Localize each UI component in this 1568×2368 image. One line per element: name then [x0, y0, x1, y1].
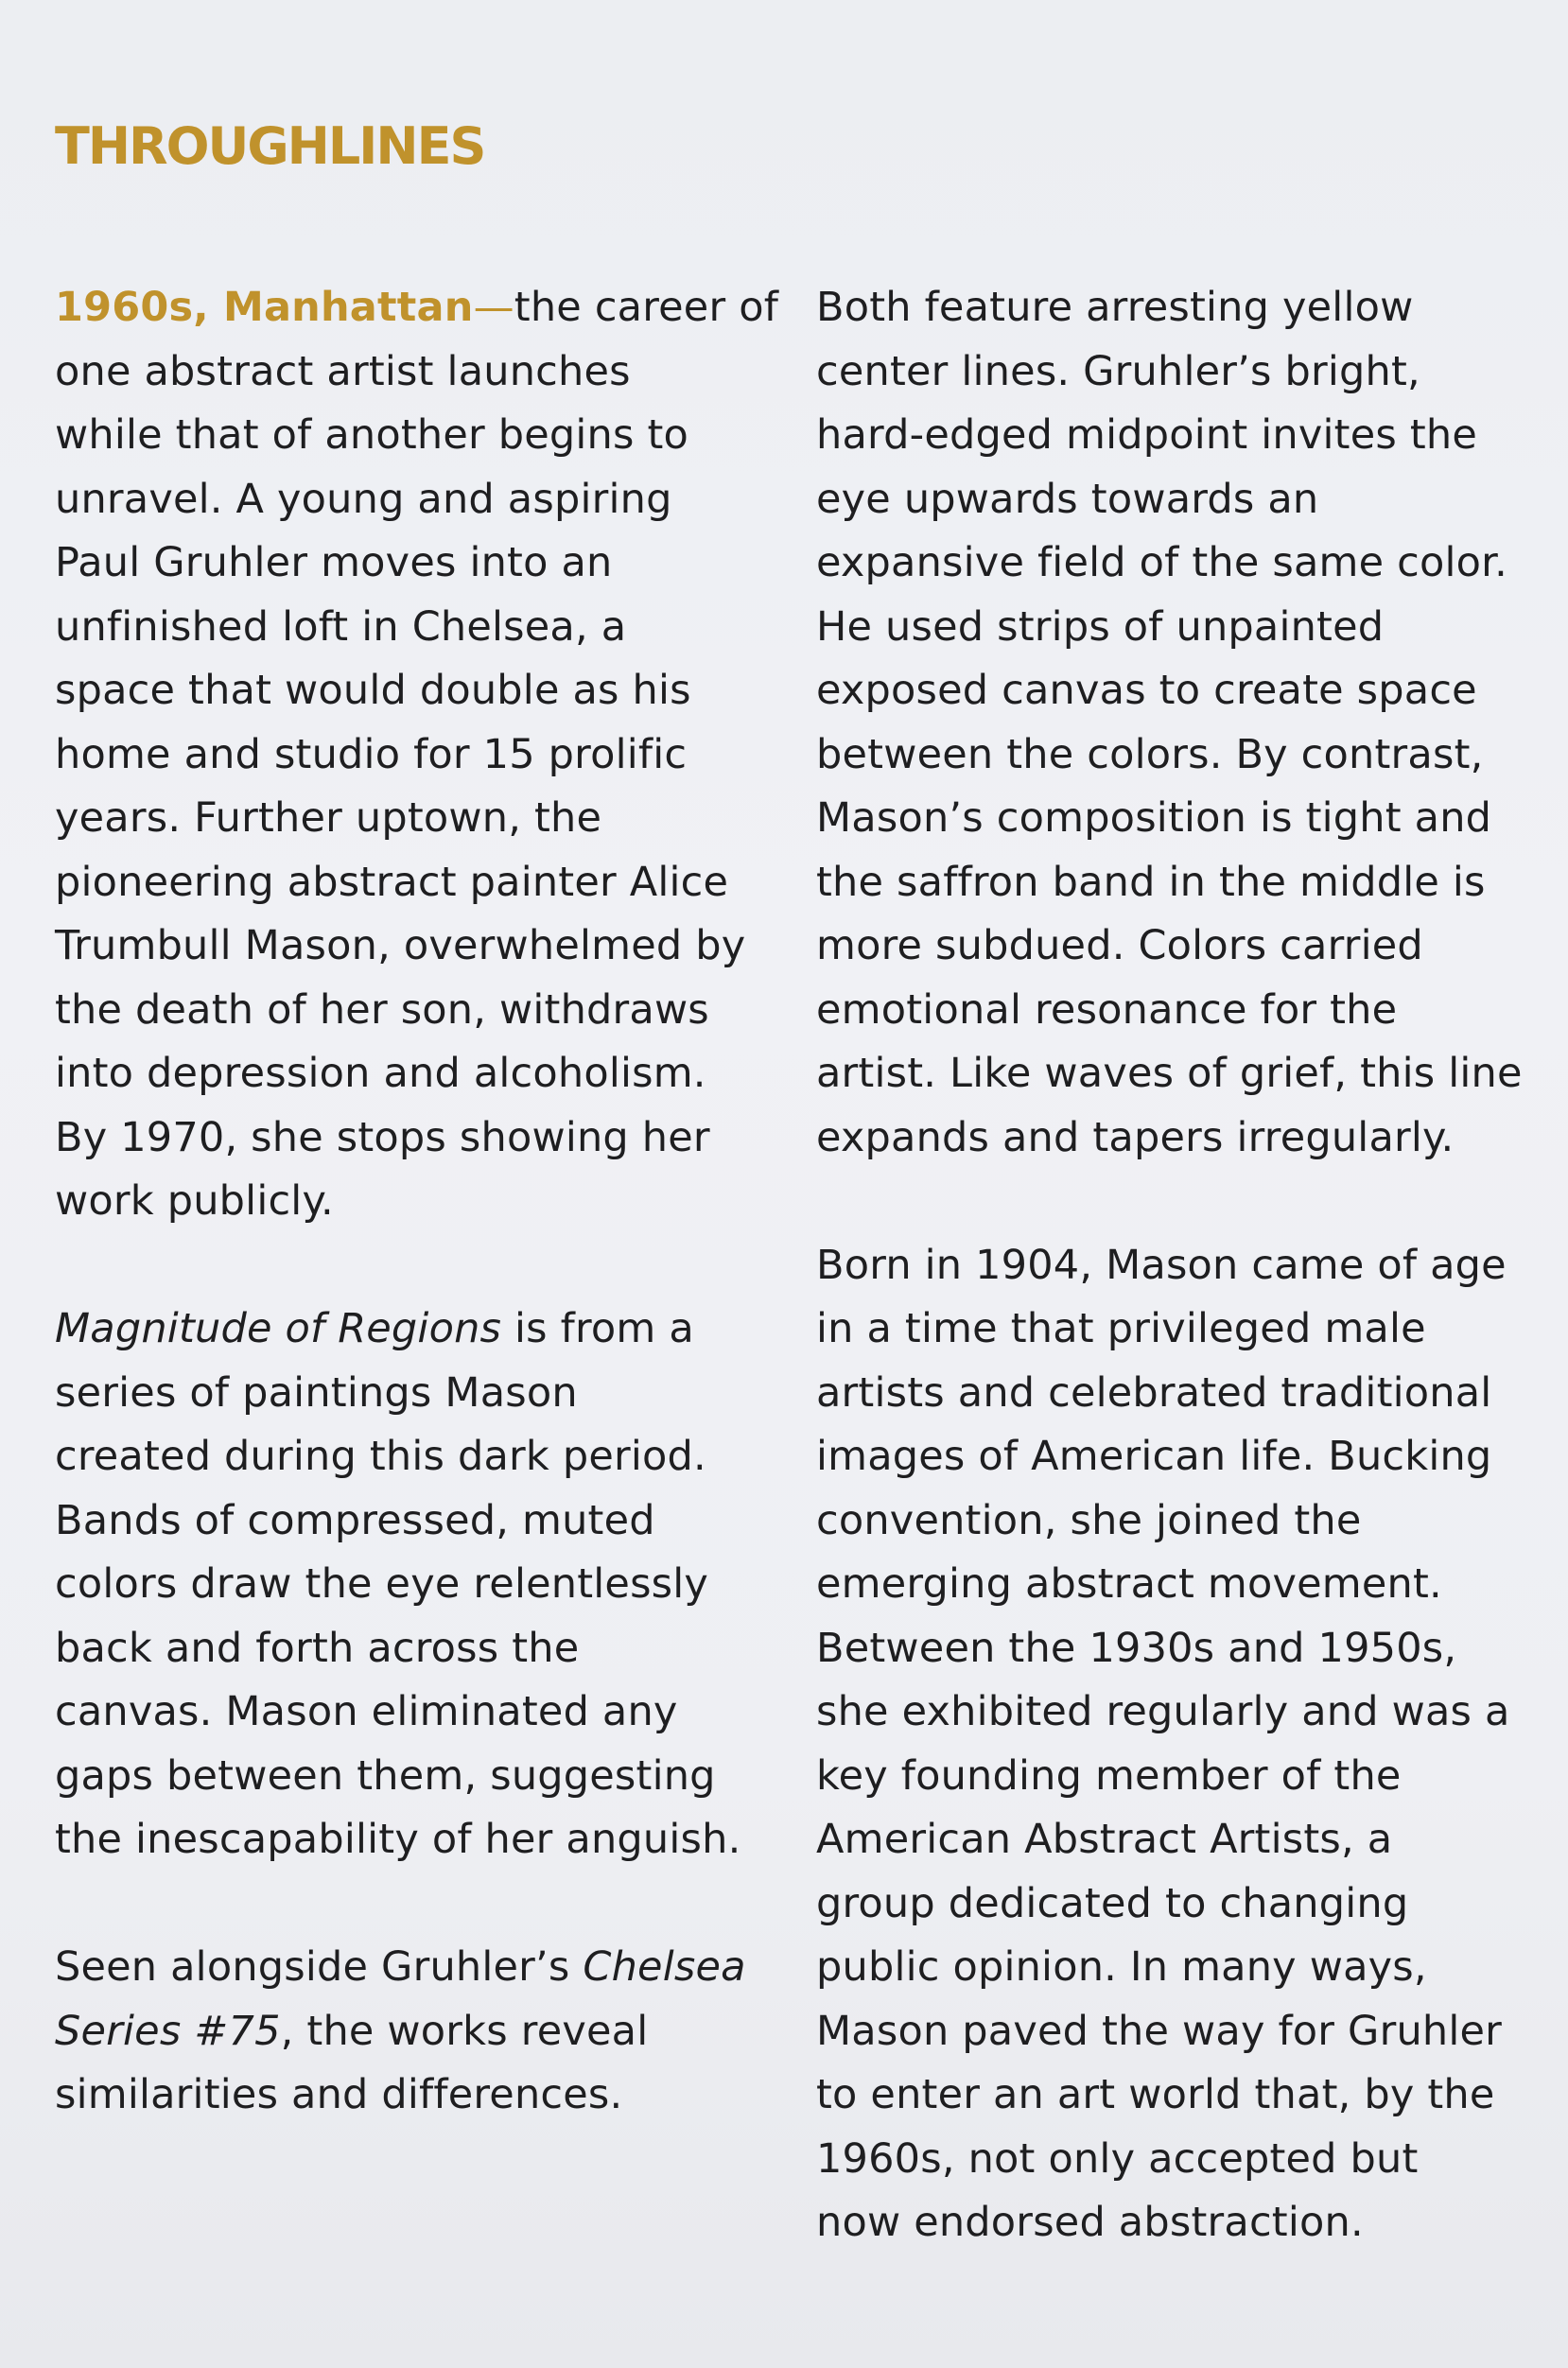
paragraph-line: images of American life. Bucking: [816, 1433, 1492, 1480]
paragraph-line: to enter an art world that, by the: [816, 2071, 1495, 2118]
paragraph-line: created during this dark period.: [55, 1433, 706, 1480]
paragraph-line: more subdued. Colors carried: [816, 922, 1423, 969]
artwork-title: Magnitude of Regions: [55, 1305, 502, 1352]
paragraph-line: American Abstract Artists, a: [816, 1816, 1393, 1863]
paragraph-biography: [816, 1234, 1549, 2255]
paragraph-line: By 1970, she stops showing her: [55, 1113, 710, 1161]
line-text: is from a: [501, 1305, 694, 1352]
line-text: , the works reveal: [280, 2007, 649, 2055]
paragraph-line: convention, she joined the: [816, 1496, 1362, 1544]
paragraph-line: work publicly.: [55, 1177, 334, 1225]
paragraph-line: unravel. A young and aspiring: [55, 475, 672, 523]
paragraph-line: He used strips of unpainted: [816, 602, 1385, 651]
paragraph-line: exposed canvas to create space: [816, 667, 1477, 714]
paragraph-line: in a time that privileged male: [816, 1305, 1426, 1352]
paragraph-line: artist. Like waves of grief, this line: [816, 1050, 1523, 1097]
paragraph-line: emotional resonance for the: [816, 985, 1398, 1034]
paragraph-line: unfinished loft in Chelsea, a: [55, 602, 627, 651]
paragraph-line: emerging abstract movement.: [816, 1560, 1442, 1608]
paragraph-line: gaps between them, suggesting: [55, 1751, 716, 1800]
paragraph-line: [55, 1936, 783, 2000]
paragraph-line: hard-edged midpoint invites the: [816, 411, 1478, 459]
paragraph-line: the inescapability of her anguish.: [55, 1816, 741, 1863]
paragraph-line: back and forth across the: [55, 1624, 580, 1672]
paragraph-comparison: [55, 1936, 783, 2128]
paragraph-line: years. Further uptown, the: [55, 794, 602, 842]
paragraph-line: Between the 1930s and 1950s,: [816, 1624, 1457, 1672]
paragraph-line: one abstract artist launches: [55, 347, 631, 395]
paragraph-line: pioneering abstract painter Alice: [55, 858, 729, 906]
paragraph-yellow-lines: [816, 276, 1549, 1170]
paragraph-line: while that of another begins to: [55, 411, 689, 459]
artwork-title: Series #75: [55, 2007, 281, 2055]
paragraph-line: eye upwards towards an: [816, 475, 1319, 523]
artwork-title: Chelsea: [583, 1943, 746, 1991]
paragraph-line: key founding member of the: [816, 1751, 1402, 1800]
paragraph-line: home and studio for 15 prolific: [55, 730, 688, 778]
paragraph-line: between the colors. By contrast,: [816, 730, 1484, 778]
paragraph-line: center lines. Gruhler’s bright,: [816, 347, 1420, 395]
paragraph-line: [55, 1297, 783, 1362]
paragraph-line: the death of her son, withdraws: [55, 985, 709, 1034]
paragraph-line: Paul Gruhler moves into an: [55, 539, 613, 586]
em-dash: —: [473, 284, 514, 331]
paragraph-line: series of paintings Mason: [55, 1368, 578, 1417]
paragraph-line: expands and tapers irregularly.: [816, 1113, 1455, 1161]
line-text: Seen alongside Gruhler’s: [55, 1943, 584, 1991]
paragraph-line: Mason paved the way for Gruhler: [816, 2007, 1503, 2055]
line-text: the career of: [514, 284, 779, 331]
paragraph-line: now endorsed abstraction.: [816, 2199, 1364, 2246]
paragraph-line: colors draw the eye relentlessly: [55, 1560, 709, 1608]
paragraph-line: Trumbull Mason, overwhelmed by: [55, 922, 746, 969]
paragraph-intro: [55, 276, 783, 1234]
paragraph-line: she exhibited regularly and was a: [816, 1688, 1510, 1735]
paragraph-line: Both feature arresting yellow: [816, 284, 1414, 331]
right-column: [816, 276, 1549, 2255]
paragraph-line: Mason’s composition is tight and: [816, 794, 1492, 842]
paragraph-line: into depression and alcoholism.: [55, 1050, 706, 1097]
paragraph-line: [55, 276, 783, 340]
dateline: 1960s, Manhattan: [55, 284, 474, 331]
panel-heading: THROUGHLINES: [55, 116, 485, 176]
paragraph-line: space that would double as his: [55, 667, 691, 714]
paragraph-magnitude: [55, 1297, 783, 1872]
paragraph-gap: [816, 1170, 1549, 1234]
paragraph-line: Born in 1904, Mason came of age: [816, 1241, 1507, 1289]
paragraph-line: expansive field of the same color.: [816, 539, 1507, 586]
paragraph-gap: [55, 1234, 783, 1298]
left-column: [55, 276, 783, 2128]
paragraph-line: [55, 2000, 783, 2064]
paragraph-line: artists and celebrated traditional: [816, 1368, 1492, 1417]
paragraph-line: public opinion. In many ways,: [816, 1943, 1427, 1991]
paragraph-line: canvas. Mason eliminated any: [55, 1688, 678, 1735]
paragraph-line: similarities and differences.: [55, 2071, 623, 2118]
paragraph-gap: [55, 1872, 783, 1937]
paragraph-line: group dedicated to changing: [816, 1879, 1409, 1927]
paragraph-line: the saffron band in the middle is: [816, 858, 1486, 906]
paragraph-line: Bands of compressed, muted: [55, 1496, 655, 1544]
paragraph-line: 1960s, not only accepted but: [816, 2134, 1419, 2183]
